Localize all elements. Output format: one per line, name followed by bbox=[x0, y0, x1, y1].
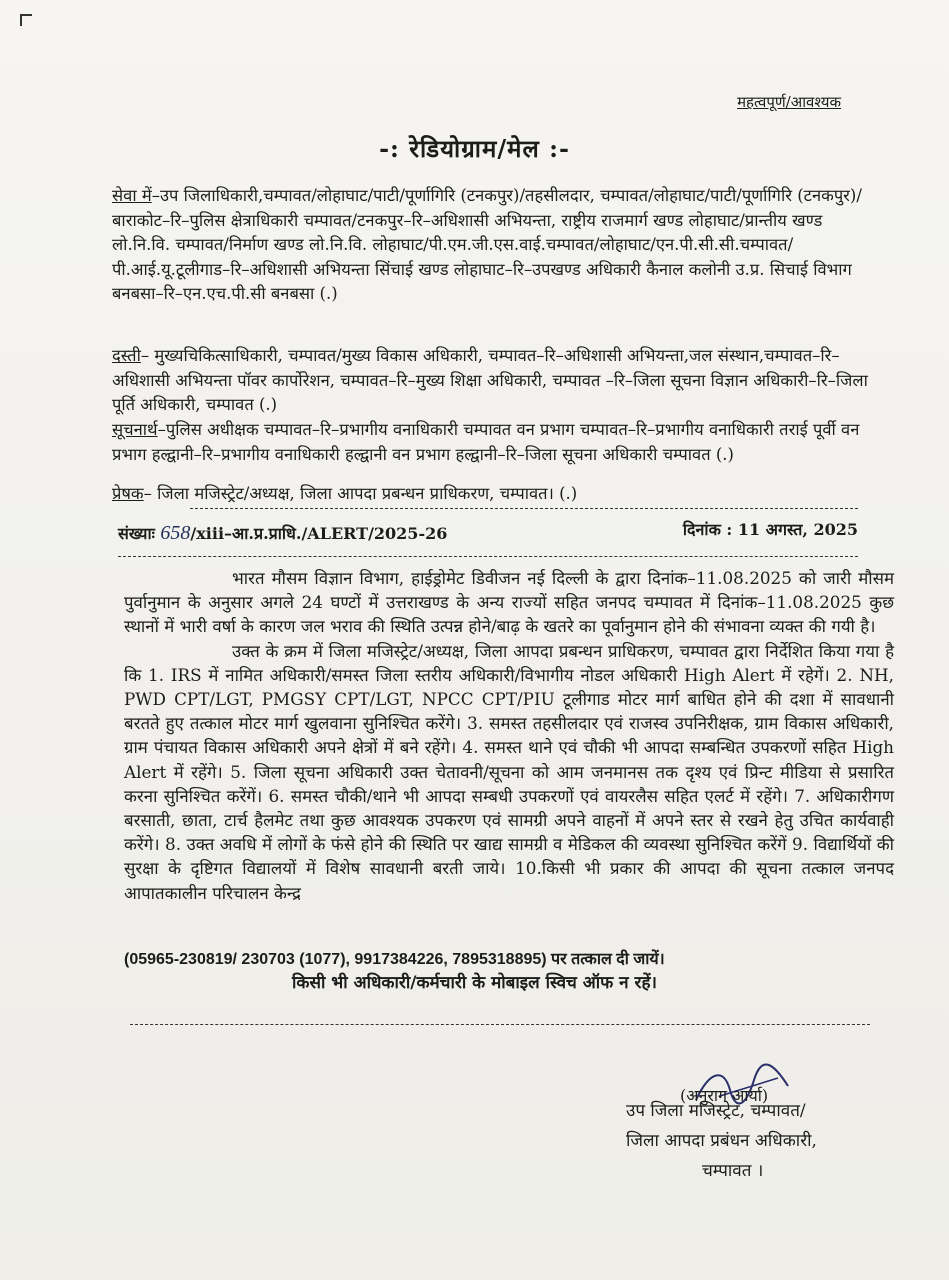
divider-top bbox=[190, 508, 858, 509]
paragraph-forecast: भारत मौसम विज्ञान विभाग, हाईड्रोमेट डिवीजन नई दिल्ली के द्वारा दिनांक–11.08.2025 को जारी मौसम पुर्वानुमान के अनुसार अगले 24 घण्टों में उत्तराखण्ड के अन्य राज्यों सहित जनपद चम्पावत में दिनांक–11.08.2025 कुछ स्थानों में भारी वर्षा के कारण जल भराव की स्थिति उत्पन्न होने/बाढ़ के खतरे का पूर्वानुमान होने की संभावना व्यक्त की गयी है। bbox=[124, 568, 894, 637]
designation-line-1: उप जिला मजिस्ट्रेट, चम्पावत/ bbox=[626, 1101, 806, 1121]
contact-numbers: (05965-230819/ 230703 (1077), 9917384226, 7895318895) पर तत्काल दी जायें। bbox=[124, 951, 665, 968]
seva-text: –उप जिलाधिकारी,चम्पावत/लोहाघाट/पाटी/पूर्णागिरि (टनकपुर)/तहसीलदार, चम्पावत/लोहाघाट/पाटी/पूर्णागिरि (टनकपुर)/बाराकोट–रि–पुलिस क्षेत्राधिकारी चम्पावत/टनकपुर–रि–अधिशासी अभियन्ता, राष्ट्रीय राजमार्ग खण्ड लोहाघाट/प्रान्तीय खण्ड लो.नि.वि. चम्पावत/निर्माण खण्ड लो.नि.वि. लोहाघाट/पी.एम.जी.एस.वाई.चम्पावत/लोहाघाट/एन.पी.सी.सी.चम्पावत/पी.आई.यू.टूलीगाड–रि–अधिशासी अभियन्ता सिंचाई खण्ड लोहाघाट–रि–उपखण्ड अधिकारी कैनाल कलोनी उ.प्र. सिचाई विभाग बनबसा–रि–एन.एच.पी.सी बनबसा (.) bbox=[112, 186, 862, 303]
signatory-name: (अनुराग आर्या) bbox=[680, 1086, 769, 1105]
preshak-text: – जिला मजिस्ट्रेट/अध्यक्ष, जिला आपदा प्रबन्धन प्राधिकरण, चम्पावत। (.) bbox=[143, 484, 578, 503]
paragraph-instructions: उक्त के क्रम में जिला मजिस्ट्रेट/अध्यक्ष, जिला आपदा प्रबन्धन प्राधिकरण, चम्पावत द्वारा निर्देशित किया गया है कि 1. IRS में नामित अधिकारी/समस्त जिला स्तरीय अधिकारी/विभागीय नोडल अधिकारी High Alert में रहेगें। 2. NH, PWD CPT/LGT, PMGSY CPT/LGT, NPCC CPT/PIU टूलीगाड मोटर मार्ग बाधित होने की दशा में सावधानी बरतते हुए तत्काल मोटर मार्ग खुलवाना सुनिश्चित करेंगे। 3. समस्त तहसीलदार एवं राजस्व उपनिरीक्षक, ग्राम विकास अधिकारी, ग्राम पंचायत विकास अधिकारी अपने क्षेत्रों में बने रहेंगे। 4. समस्त थाने एवं चौकी भी आपदा सम्बन्धित उपकरणों सहित High Alert में रहेंगे। 5. जिला सूचना अधिकारी उक्त चेतावनी/सूचना को आम जनमानस तक दृश्य एवं प्रिन्ट मीडिया से प्रसारित करना सुनिश्चित करेंगें। 6. समस्त चौकी/थाने भी आपदा सम्बधी उपकरणों एवं वायरलैस सहित एलर्ट में रहेंगे। 7. अधिकारीगण बरसाती, छाता, टार्च हैलमेट तथा कुछ आवश्यक उपकरण एवं सामग्री अपने वाहनों में अपने स्तर से रखने हेतु उचित कार्यवाही करेंगे। 8. उक्त अवधि में लोगों के फंसे होने की स्थिति पर खाद्य सामग्री व मेडिकल की व्यवस्था सुनिश्चित करेंगें 9. विद्यार्थियों की सुरक्षा के दृष्टिगत विद्यालयों में विशेष सावधानी बरती जाये। 10.किसी भी प्रकार की आपदा की सूचना तत्काल जनपद आपातकालीन परिचालन केन्द्र bbox=[124, 640, 894, 903]
seva-section bbox=[112, 184, 872, 307]
seva-label: सेवा में bbox=[112, 186, 152, 205]
signatory-designation bbox=[626, 1096, 817, 1186]
document-title: -: रेडियोग्राम/मेल :- bbox=[379, 134, 570, 163]
dasti-text: – मुख्यचिकित्साधिकारी, चम्पावत/मुख्य विकास अधिकारी, चम्पावत–रि–अधिशासी अभियन्ता,जल संस्थान,चम्पावत–रि–अधिशासी अभियन्ता पॉवर कार्पोरेशन, चम्पावत–रि–मुख्य शिक्षा अधिकारी, चम्पावत –रि–जिला सूचना विज्ञान अधिकारी–रि–जिला पूर्ति अधिकारी, चम्पावत (.) bbox=[112, 346, 868, 414]
priority-label: महत्वपूर्ण/आवश्यक bbox=[737, 93, 841, 111]
reference-suffix: /xiii–आ.प्र.प्राधि./ALERT/2025-26 bbox=[190, 524, 448, 543]
designation-line-2: जिला आपदा प्रबंधन अधिकारी, bbox=[626, 1131, 817, 1151]
dasti-section bbox=[112, 344, 872, 418]
mobile-notice: किसी भी अधिकारी/कर्मचारी के मोबाइल स्विच ऑफ न रहें। bbox=[292, 973, 657, 993]
preshak-section bbox=[112, 482, 872, 507]
preshak-label: प्रेषक bbox=[112, 484, 144, 503]
divider-bottom bbox=[130, 1024, 870, 1025]
document-date: दिनांक : 11 अगस्त, 2025 bbox=[682, 520, 858, 539]
suchanarth-section bbox=[112, 418, 872, 467]
suchanarth-label: सूचनार्थ bbox=[112, 420, 158, 439]
designation-line-3: चम्पावत । bbox=[702, 1161, 764, 1181]
suchanarth-text: –पुलिस अधीक्षक चम्पावत–रि–प्रभागीय वनाधिकारी चम्पावत वन प्रभाग चम्पावत–रि–प्रभागीय वनाधिकारी तराई पूर्वी वन प्रभाग हल्द्वानी–रि–प्रभागीय वनाधिकारी हल्द्वानी वन प्रभाग हल्द्वानी–रि–जिला सूचना अधिकारी चम्पावत (.) bbox=[112, 420, 860, 464]
reference-number: 658 bbox=[160, 522, 191, 544]
reference-label: संख्याः bbox=[118, 524, 155, 543]
body-text bbox=[124, 566, 894, 905]
divider-reference bbox=[118, 556, 858, 557]
reference-row bbox=[118, 522, 858, 545]
dasti-label: दस्ती bbox=[112, 346, 141, 365]
scan-corner-mark bbox=[20, 14, 32, 26]
